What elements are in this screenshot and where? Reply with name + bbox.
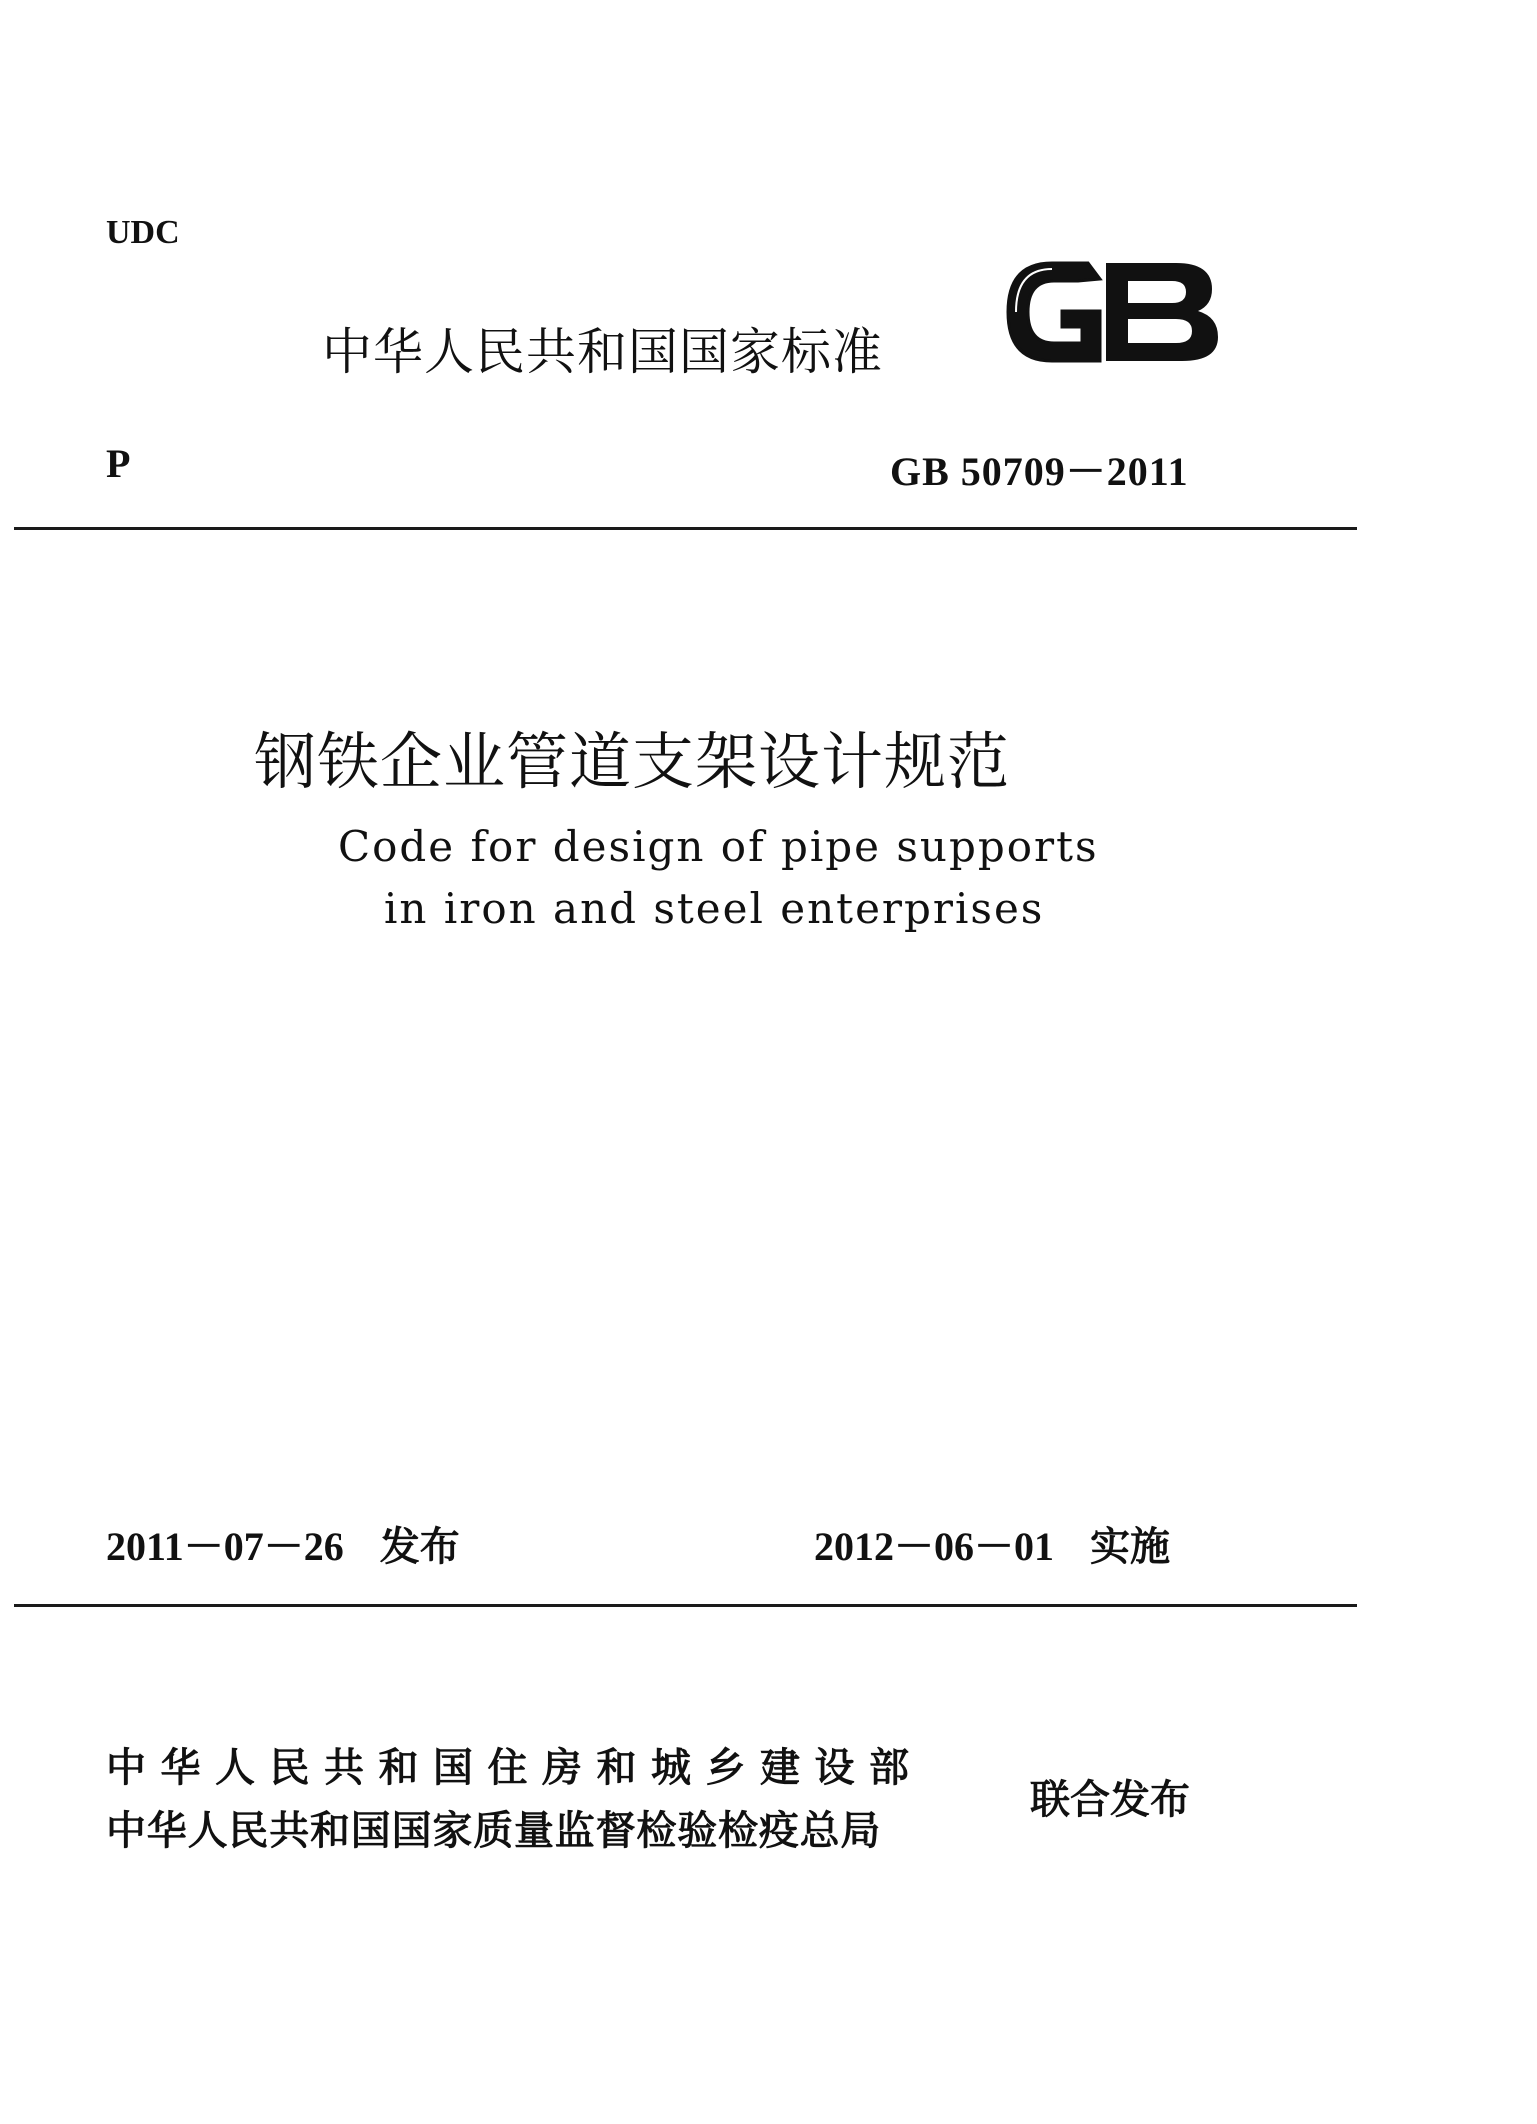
issuer-quality-administration: 中华人民共和国国家质量监督检验检疫总局: [106, 1808, 882, 1854]
national-standard-heading: 中华人民共和国国家标准: [322, 323, 883, 381]
title-english-line1: Code for design of pipe supports: [338, 822, 1099, 871]
standard-number: GB 50709－2011: [890, 449, 1189, 494]
title-english-line2: in iron and steel enterprises: [384, 884, 1045, 933]
implement-date: 2012－06－01: [814, 1524, 1054, 1569]
title-chinese: 钢铁企业管道支架设计规范: [254, 725, 1011, 798]
issuer-ministry-housing: 中华人民共和国住房和城乡建设部: [106, 1745, 924, 1791]
implement-date-block: [814, 1515, 1170, 1572]
issue-date: 2011－07－26: [106, 1524, 344, 1569]
top-divider: [14, 527, 1357, 530]
issue-date-block: [106, 1515, 460, 1572]
joint-issue-label: 联合发布: [1030, 1777, 1190, 1823]
bottom-divider: [14, 1604, 1357, 1607]
classification-code: P: [106, 441, 131, 486]
implement-label: 实施: [1090, 1524, 1170, 1570]
issue-label: 发布: [379, 1524, 460, 1570]
udc-label: UDC: [106, 214, 180, 251]
gb-logo: [1000, 255, 1230, 370]
